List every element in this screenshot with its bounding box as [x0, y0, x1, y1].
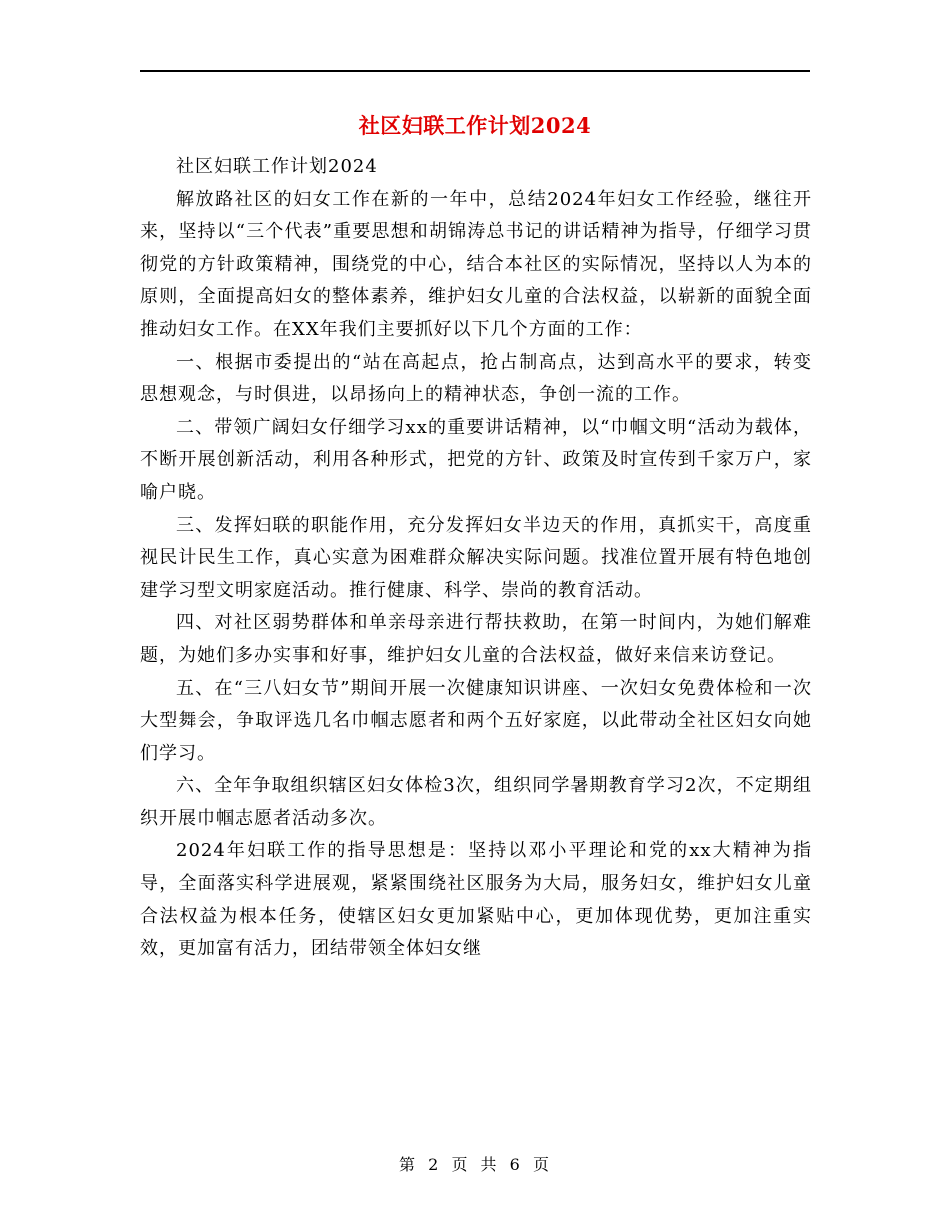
paragraph-item-2: 二、带领广阔妇女仔细学习xx的重要讲话精神，以“巾帼文明“活动为载体，不断开展创新活动，利用各种形式，把党的方针、政策及时宣传到千家万户，家喻户晓。 — [140, 416, 812, 503]
paragraph-item-3: 三、发挥妇联的职能作用，充分发挥妇女半边天的作用，真抓实干，高度重视民计民生工作，真心实意为困难群众解决实际问题。找准位置开展有特色地创建学习型文明家庭活动。推行健康、科学、崇尚的教育活动。 — [140, 514, 812, 601]
paragraph-guiding-thought: 2024年妇联工作的指导思想是：坚持以邓小平理论和党的xx大精神为指导，全面落实科学进展观，紧紧围绕社区服务为大局，服务妇女，维护妇女儿童合法权益为根本任务，使辖区妇女更加紧贴中心，更加体现优势，更加注重实效，更加富有活力，团结带领全体妇女继 — [140, 840, 812, 960]
paragraph-subtitle: 社区妇联工作计划2024 — [176, 156, 378, 177]
paragraph-item-4: 四、对社区弱势群体和单亲母亲进行帮扶救助，在第一时间内，为她们解难题，为她们多办实事和好事，维护妇女儿童的合法权益，做好来信来访登记。 — [140, 612, 812, 666]
footer-ye2: 页 — [532, 1155, 551, 1174]
paragraph-intro: 解放路社区的妇女工作在新的一年中，总结2024年妇女工作经验，继往开来，坚持以“三个代表”重要思想和胡锦涛总书记的讲话精神为指导，仔细学习贯彻党的方针政策精神，围绕党的中心，结合本社区的实际情况，坚持以人为本的原则，全面提高妇女的整体素养，维护妇女儿童的合法权益，以崭新的面貌全面推动妇女工作。在XX年我们主要抓好以下几个方面的工作： — [140, 188, 812, 340]
paragraph-item-1: 一、根据市委提出的“站在高起点，抢占制高点，达到高水平的要求，转变思想观念，与时俱进，以昂扬向上的精神状态，争创一流的工作。 — [140, 351, 812, 406]
document-body — [140, 151, 812, 966]
page-total: 6 — [509, 1155, 522, 1174]
page-footer — [0, 1152, 950, 1175]
header-rule — [140, 70, 810, 72]
footer-ye: 页 — [451, 1155, 470, 1174]
paragraph-item-6: 六、全年争取组织辖区妇女体检3次，组织同学暑期教育学习2次，不定期组织开展巾帼志愿者活动多次。 — [140, 775, 812, 829]
document-title: 社区妇联工作计划2024 — [358, 113, 592, 138]
footer-di: 第 — [399, 1155, 418, 1174]
page-number: 2 — [428, 1155, 441, 1174]
paragraph-item-5: 五、在“三八妇女节”期间开展一次健康知识讲座、一次妇女免费体检和一次大型舞会，争取评选几名巾帼志愿者和两个五好家庭，以此带动全社区妇女向她们学习。 — [140, 677, 812, 764]
footer-gong: 共 — [480, 1155, 499, 1174]
